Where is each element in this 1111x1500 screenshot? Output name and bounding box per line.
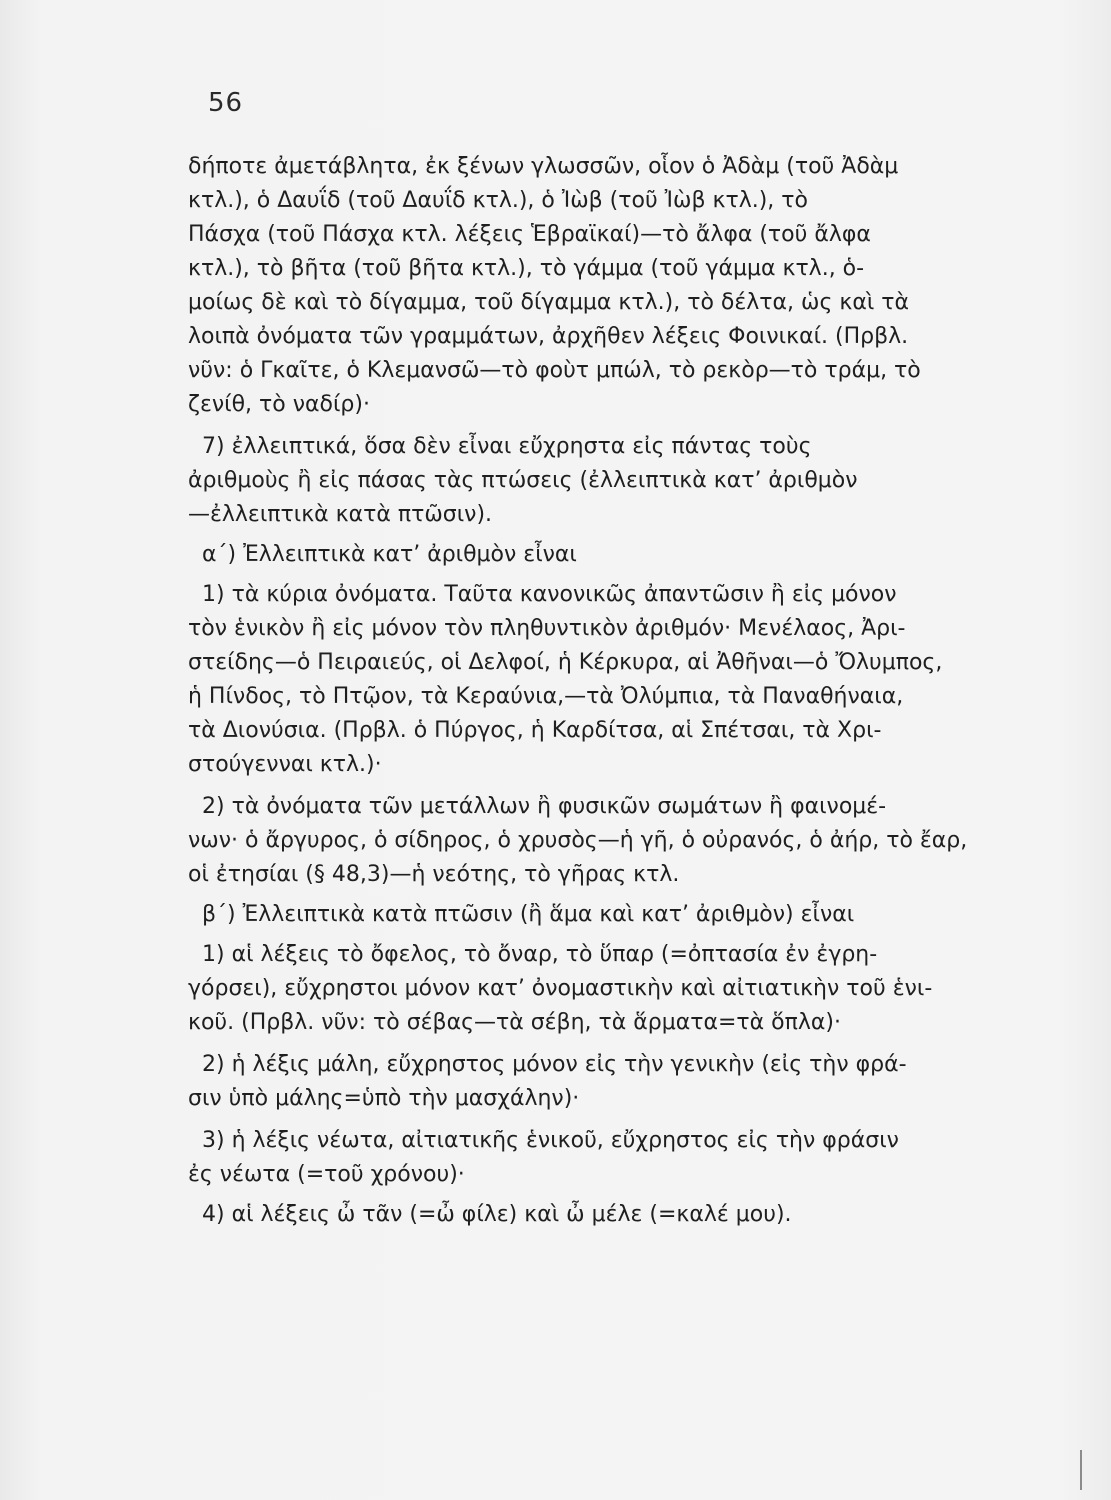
text-line: —ἐλλειπτικὰ κατὰ πτῶσιν).	[188, 502, 493, 527]
text-line: σιν ὑπὸ μάλης=ὑπὸ τὴν μασχάλην)·	[188, 1086, 580, 1111]
text-line: μοίως δὲ καὶ τὸ δίγαμμα, τοῦ δίγαμμα κτλ.), τὸ δέλτα, ὡς καὶ τὰ	[188, 290, 910, 315]
text-line: ζενίθ, τὸ ναδίρ)·	[188, 392, 370, 417]
text-line: 2) τὰ ὀνόματα τῶν μετάλλων ἢ φυσικῶν σωμάτων ἢ φαινομέ-	[202, 794, 887, 819]
text-line: τὰ Διονύσια. (Πρβλ. ὁ Πύργος, ἡ Καρδίτσα, αἱ Σπέτσαι, τὰ Χρι-	[188, 718, 882, 743]
text-line: γόρσει), εὔχρηστοι μόνον κατ’ ὀνομαστικὴν καὶ αἰτιατικὴν τοῦ ἑνι-	[188, 976, 933, 1001]
text-line: οἱ ἐτησίαι (§ 48,3)—ἡ νεότης, τὸ γῆρας κτλ.	[188, 862, 680, 887]
text-line: τὸν ἑνικὸν ἢ εἰς μόνον τὸν πληθυντικὸν ἀριθμόν· Μενέλαος, Ἀρι-	[188, 616, 906, 641]
text-line: ἐς νέωτα (=τοῦ χρόνου)·	[188, 1162, 465, 1187]
text-line: κτλ.), τὸ βῆτα (τοῦ βῆτα κτλ.), τὸ γάμμα (τοῦ γάμμα κτλ., ὁ-	[188, 256, 865, 281]
text-line: Πάσχα (τοῦ Πάσχα κτλ. λέξεις Ἑβραϊκαί)—τὸ ἄλφα (τοῦ ἄλφα	[188, 222, 871, 247]
text-line: στούγενναι κτλ.)·	[188, 752, 382, 777]
text-line: 1) τὰ κύρια ὀνόματα. Ταῦτα κανονικῶς ἀπαντῶσιν ἢ εἰς μόνον	[202, 582, 897, 607]
text-line: 3) ἡ λέξις νέωτα, αἰτιατικῆς ἑνικοῦ, εὔχρηστος εἰς τὴν φράσιν	[202, 1128, 899, 1153]
page-edge-mark	[1080, 1450, 1082, 1490]
subsection-heading: α΄) Ἐλλειπτικὰ κατ’ ἀριθμὸν εἶναι	[202, 542, 577, 567]
section-line: 7) ἐλλειπτικά, ὅσα δὲν εἶναι εὔχρηστα εἰς πάντας τοὺς	[202, 434, 812, 459]
text-line: κτλ.), ὁ Δαυΐδ (τοῦ Δαυΐδ κτλ.), ὁ Ἰὼβ (τοῦ Ἰὼβ κτλ.), τὸ	[188, 188, 808, 213]
text-line: νῦν: ὁ Γκαῖτε, ὁ Κλεμανσῶ—τὸ φοὺτ μπώλ, τὸ ρεκὸρ—τὸ τράμ, τὸ	[188, 358, 921, 383]
text-line: λοιπὰ ὀνόματα τῶν γραμμάτων, ἀρχῆθεν λέξεις Φοινικαί. (Πρβλ.	[188, 324, 909, 349]
text-line: 1) αἱ λέξεις τὸ ὄφελος, τὸ ὄναρ, τὸ ὕπαρ (=ὀπτασία ἐν ἐγρη-	[202, 942, 878, 967]
text-line: στείδης—ὁ Πειραιεύς, οἱ Δελφοί, ἡ Κέρκυρα, αἱ Ἀθῆναι—ὁ Ὄλυμπος,	[188, 650, 943, 675]
page-number: 56	[208, 88, 244, 118]
text-line: ἀριθμοὺς ἢ εἰς πάσας τὰς πτώσεις (ἐλλειπτικὰ κατ’ ἀριθμὸν	[188, 468, 858, 493]
text-line: ἡ Πίνδος, τὸ Πτῷον, τὰ Κεραύνια,—τὰ Ὀλύμπια, τὰ Παναθήναια,	[188, 684, 904, 709]
text-line: 4) αἱ λέξεις ὦ τᾶν (=ὦ φίλε) καὶ ὦ μέλε (=καλέ μου).	[202, 1202, 792, 1227]
text-line: 2) ἡ λέξις μάλη, εὔχρηστος μόνον εἰς τὴν γενικὴν (εἰς τὴν φρά-	[202, 1052, 907, 1077]
text-line: νων· ὁ ἄργυρος, ὁ σίδηρος, ὁ χρυσὸς—ἡ γῆ, ὁ οὐρανός, ὁ ἀήρ, τὸ ἔαρ,	[188, 828, 968, 853]
text-line: δήποτε ἀμετάβλητα, ἐκ ξένων γλωσσῶν, οἷον ὁ Ἀδὰμ (τοῦ Ἀδὰμ	[188, 154, 899, 179]
subsection-heading: β΄) Ἐλλειπτικὰ κατὰ πτῶσιν (ἢ ἅμα καὶ κατ’ ἀριθμὸν) εἶναι	[202, 902, 855, 927]
text-line: κοῦ. (Πρβλ. νῦν: τὸ σέβας—τὰ σέβη, τὰ ἅρματα=τὰ ὅπλα)·	[188, 1010, 841, 1035]
